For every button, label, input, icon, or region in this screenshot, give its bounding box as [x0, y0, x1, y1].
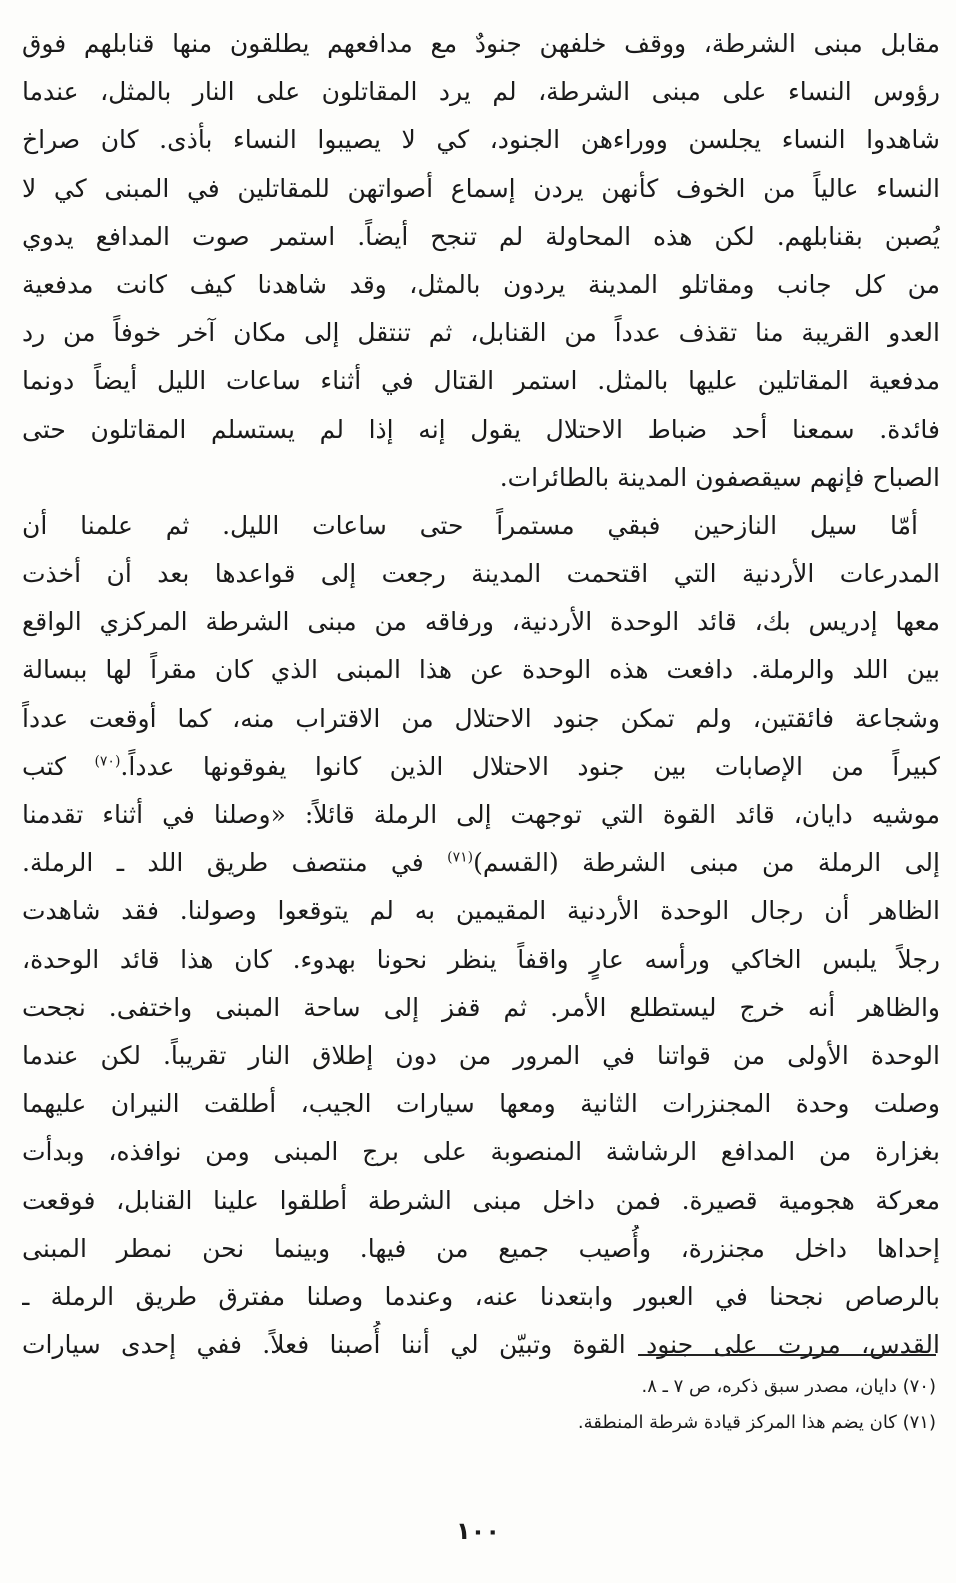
- text-fragment: إلى الرملة من مبنى الشرطة (القسم): [473, 848, 940, 878]
- text-line: العدو القريبة منا تقذف عدداً من القنابل، ثم تنتقل إلى مكان آخر خوفاً من رد: [22, 318, 940, 348]
- footnotes: [236, 1369, 936, 1441]
- text-line: والظاهر أنه خرج ليستطلع الأمر. ثم قفز إلى ساحة المبنى واختفى. نجحت: [22, 992, 940, 1022]
- text-line: مقابل مبنى الشرطة، ووقف خلفهن جنودٌ مع مدافعهم يطلقون منها قنابلهم فوق: [22, 29, 940, 58]
- text-line: الصباح فإنهم سيقصفون المدينة بالطائرات.: [499, 462, 940, 492]
- text-line: موشيه دايان، قائد القوة التي توجهت إلى الرملة قائلاً: «وصلنا في أثناء تقدمنا: [22, 800, 940, 829]
- text-line: فائدة. سمعنا أحد ضباط الاحتلال يقول إنه إذا لم يستسلم المقاتلون حتى: [22, 414, 940, 444]
- footnote-ref-70[interactable]: (٧٠): [94, 753, 121, 770]
- text-line: بغزارة من المدافع الرشاشة المنصوبة على برج المبنى ومن نوافذه، وبدأت: [22, 1137, 940, 1167]
- footnote-separator: [638, 1354, 936, 1356]
- text-line: معها إدريس بك، قائد الوحدة الأردنية، ورفاقه من مبنى الشرطة المركزي الواقع: [22, 607, 940, 637]
- text-line-with-footnote: [22, 743, 940, 791]
- text-line: بين اللد والرملة. دافعت هذه الوحدة عن هذا المبنى الذي كان مقراً لها ببسالة: [22, 655, 940, 685]
- text-line: رؤوس النساء على مبنى الشرطة، لم يرد المقاتلون على النار بالمثل، عندما: [22, 77, 940, 107]
- body-text: [22, 20, 940, 1369]
- page-number: ١٠٠: [456, 1517, 500, 1545]
- text-line: القدس، مررت على جنود القوة وتبيّن لي أننا أُصبنا فعلاً. ففي إحدى سيارات: [22, 1330, 940, 1360]
- footnote-70: (٧٠) دايان، مصدر سبق ذكره، ص ٧ ـ ٨.: [641, 1376, 936, 1397]
- text-line: وصلت وحدة المجنزرات الثانية ومعها سيارات الجيب، أطلقت النيران عليهما: [22, 1089, 940, 1119]
- text-line: النساء عالياً من الخوف كأنهن يردن إسماع أصواتهن للمقاتلين في المبنى كي لا: [22, 173, 940, 203]
- text-line: معركة هجومية قصيرة. فمن داخل مبنى الشرطة أطلقوا علينا القنابل، فوقعت: [22, 1185, 940, 1215]
- text-line: من كل جانب ومقاتلو المدينة يردون بالمثل، وقد شاهدنا كيف كانت مدفعية: [22, 269, 940, 299]
- text-line: أمّا سيل النازحين فبقي مستمراً حتى ساعات الليل. ثم علمنا أن: [22, 510, 918, 540]
- text-fragment: كتب: [22, 751, 66, 781]
- text-line: شاهدوا النساء يجلسن ووراءهن الجنود، كي لا يصيبوا النساء بأذى. كان صراخ: [22, 125, 940, 155]
- text-line: إحداها داخل مجنزرة، وأُصيب جميع من فيها. وبينما نحن نمطر المبنى: [22, 1233, 940, 1263]
- text-line: المدرعات الأردنية التي اقتحمت المدينة رجعت إلى قواعدها بعد أن أخذت: [22, 559, 940, 589]
- text-line: مدفعية المقاتلين عليها بالمثل. استمر القتال في أثناء ساعات الليل أيضاً دونما: [22, 366, 940, 396]
- footnote-71: (٧١) كان يضم هذا المركز قيادة شرطة المنطقة.: [577, 1412, 936, 1433]
- footnote-ref-71[interactable]: (٧١): [447, 849, 474, 866]
- text-line: الوحدة الأولى من قواتنا في المرور من دون إطلاق النار تقريباً. لكن عندما: [22, 1040, 940, 1070]
- text-fragment: كبيراً من الإصابات بين جنود الاحتلال الذين كانوا يفوقونها عدداً.: [120, 751, 940, 781]
- text-line: يُصبن بقنابلهم. لكن هذه المحاولة لم تنجح أيضاً. استمر صوت المدافع يدوي: [22, 221, 940, 251]
- text-line: رجلاً يلبس الخاكي ورأسه عارٍ واقفاً ينظر نحونا بهدوء. كان هذا قائد الوحدة،: [22, 944, 940, 974]
- text-line: وشجاعة فائقتين، ولم تمكن جنود الاحتلال من الاقتراب منه، كما أوقعت عدداً: [22, 703, 940, 733]
- text-line: بالرصاص نجحنا في العبور وابتعدنا عنه، وعندما وصلنا مفترق طريق الرملة ـ: [22, 1281, 940, 1311]
- text-line-with-footnote: [22, 839, 940, 887]
- text-fragment: في منتصف طريق اللد ـ الرملة.: [22, 848, 424, 878]
- text-line: الظاهر أن رجال الوحدة الأردنية المقيمين به لم يتوقعوا وصولنا. فقد شاهدت: [22, 896, 940, 926]
